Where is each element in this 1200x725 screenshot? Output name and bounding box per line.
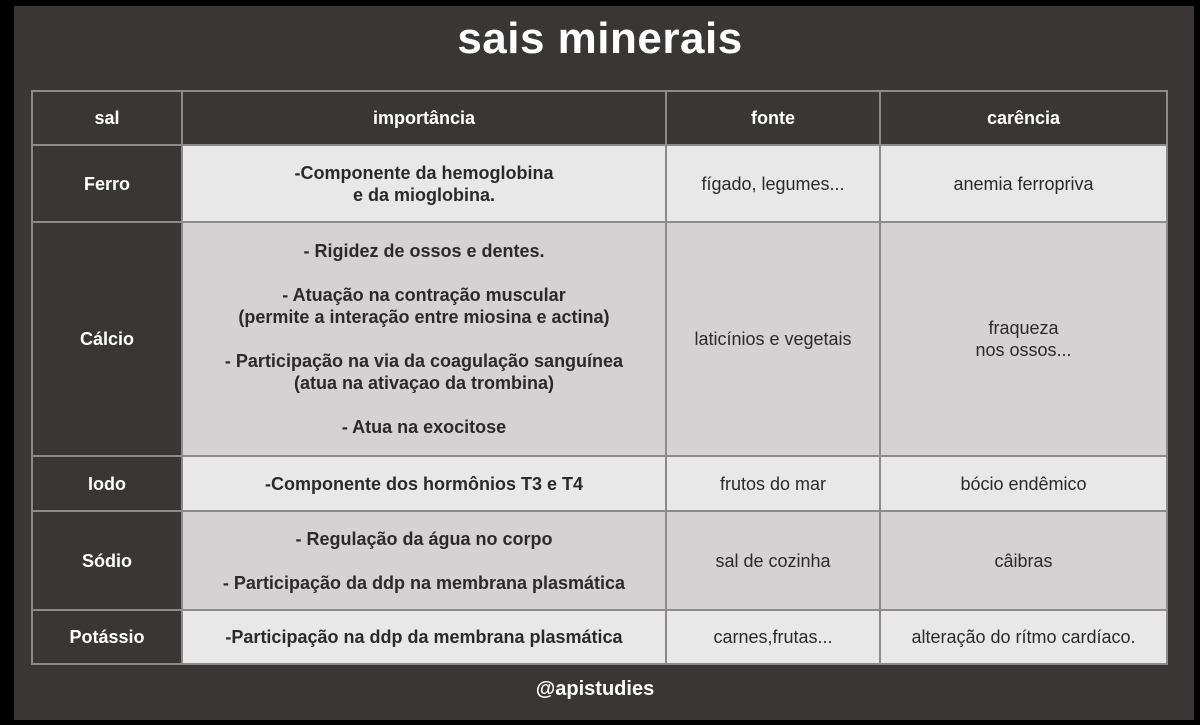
cell-sal: Iodo (32, 456, 182, 511)
cell-fonte: fígado, legumes... (666, 145, 880, 222)
cell-carencia (880, 511, 1167, 610)
header-sal: sal (32, 91, 182, 145)
cell-importancia (182, 456, 666, 511)
table-row (32, 610, 1167, 664)
text-line: fraqueza (988, 318, 1059, 338)
text-line: anemia ferropriva (953, 173, 1094, 194)
cell-importancia (182, 145, 666, 222)
cell-sal: Cálcio (32, 222, 182, 456)
table-row (32, 145, 1167, 222)
table-row (32, 222, 1167, 456)
header-carencia: carência (880, 91, 1167, 145)
header-importancia: importância (182, 91, 666, 145)
header-row (32, 91, 1167, 145)
text-line: - Participação na via da coagulação sanguínea (224, 351, 624, 371)
cell-sal: Ferro (32, 145, 182, 222)
cell-importancia (182, 610, 666, 664)
table-row (32, 456, 1167, 511)
cell-importancia (182, 511, 666, 610)
minerals-table (31, 90, 1168, 665)
text-line: -Componente da hemoglobina (294, 162, 554, 183)
text-line: - Rigidez de ossos e dentes. (303, 241, 545, 261)
text-line: câibras (994, 550, 1053, 571)
text-line: - Atua na exocitose (341, 417, 507, 437)
text-line: - Atuação na contração muscular (282, 285, 566, 305)
cell-importancia (182, 222, 666, 456)
text-line: e da mioglobina. (352, 184, 495, 205)
cell-fonte: sal de cozinha (666, 511, 880, 610)
header-fonte: fonte (666, 91, 880, 145)
cell-fonte: laticínios e vegetais (666, 222, 880, 456)
text-line: - Regulação da água no corpo (295, 528, 553, 549)
cell-fonte: carnes,frutas... (666, 610, 880, 664)
text-line: -Componente dos hormônios T3 e T4 (264, 473, 583, 494)
cell-sal: Sódio (32, 511, 182, 610)
cell-carencia (880, 456, 1167, 511)
text-line: (permite a interação entre miosina e actina) (238, 307, 610, 327)
text-line: nos ossos... (975, 340, 1072, 360)
cell-carencia (880, 145, 1167, 222)
text-line: bócio endêmico (960, 473, 1087, 494)
table-row (32, 511, 1167, 610)
cell-carencia (880, 222, 1167, 456)
credit-handle: @apistudies (535, 678, 655, 700)
text-line: (atua na ativaçao da trombina) (293, 373, 555, 393)
text-line: -Participação na ddp da membrana plasmática (225, 627, 623, 647)
text-line: - Participação da ddp na membrana plasmática (222, 572, 626, 593)
cell-sal: Potássio (32, 610, 182, 664)
page-title: sais minerais (457, 14, 743, 63)
text-line: alteração do rítmo cardíaco. (911, 627, 1136, 647)
cell-fonte: frutos do mar (666, 456, 880, 511)
cell-carencia (880, 610, 1167, 664)
